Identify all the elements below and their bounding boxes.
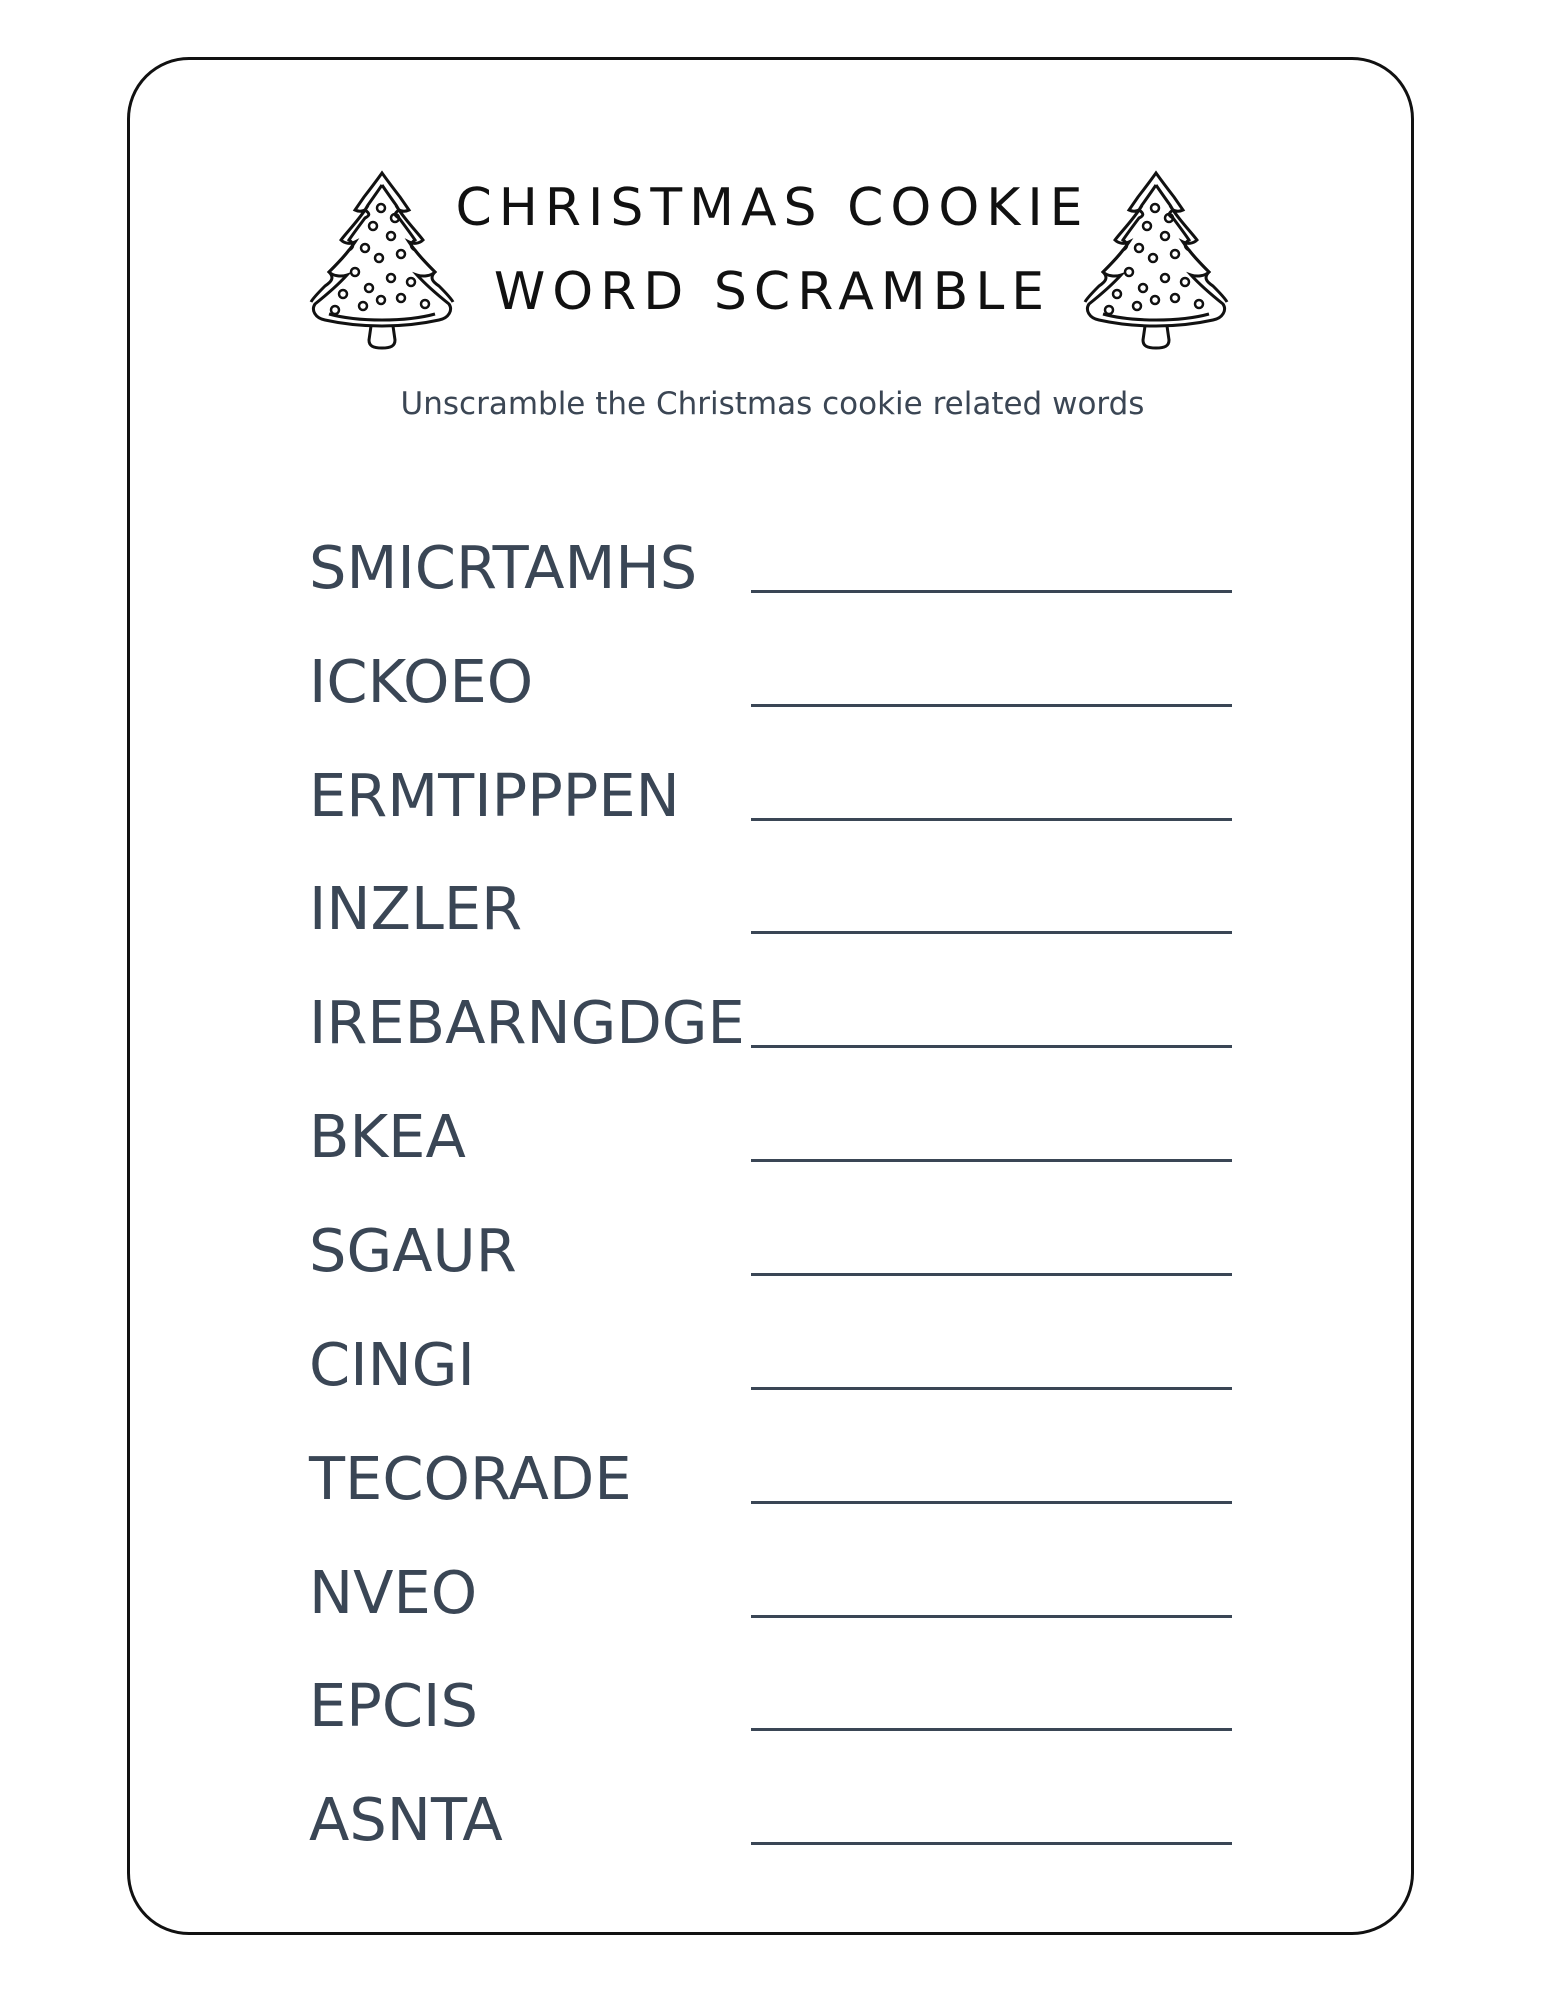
answer-line[interactable] (751, 1045, 1232, 1048)
scrambled-word: TECORADE (309, 1444, 632, 1513)
scrambled-word: ICKOEO (309, 647, 534, 716)
scrambled-word: INZLER (309, 874, 523, 943)
answer-line[interactable] (751, 1615, 1232, 1618)
scramble-row (309, 1780, 1234, 1860)
answer-line[interactable] (751, 1273, 1232, 1276)
answer-line[interactable] (751, 1387, 1232, 1390)
answer-line[interactable] (751, 590, 1232, 593)
answer-line[interactable] (751, 1501, 1232, 1504)
scramble-row (309, 869, 1234, 949)
answer-line[interactable] (751, 704, 1232, 707)
scramble-row (309, 1097, 1234, 1177)
answer-line[interactable] (751, 818, 1232, 821)
scramble-row (309, 1553, 1234, 1633)
scrambled-word: ASNTA (309, 1785, 503, 1854)
scrambled-word: SGAUR (309, 1216, 517, 1285)
scrambled-word: IREBARNGDGE (309, 988, 745, 1057)
scramble-row (309, 983, 1234, 1063)
scramble-row (309, 756, 1234, 836)
scrambled-word: CINGI (309, 1330, 475, 1399)
page-subtitle: Unscramble the Christmas cookie related words (400, 386, 1145, 422)
scramble-row (309, 642, 1234, 722)
scramble-row (309, 528, 1234, 608)
page-title-line-2: WORD SCRAMBLE (493, 262, 1052, 322)
scrambled-word: SMICRTAMHS (309, 533, 698, 602)
scrambled-word: EPCIS (309, 1671, 478, 1740)
scrambled-word: ERMTIPPPEN (309, 761, 680, 830)
answer-line[interactable] (751, 1159, 1232, 1162)
answer-line[interactable] (751, 931, 1232, 934)
scrambled-word: BKEA (309, 1102, 466, 1171)
scrambled-word: NVEO (309, 1558, 478, 1627)
scramble-row (309, 1666, 1234, 1746)
page-title-line-1: CHRISTMAS COOKIE (455, 178, 1090, 238)
scramble-row (309, 1211, 1234, 1291)
scramble-row (309, 1439, 1234, 1519)
answer-line[interactable] (751, 1842, 1232, 1845)
scramble-row (309, 1325, 1234, 1405)
answer-line[interactable] (751, 1728, 1232, 1731)
